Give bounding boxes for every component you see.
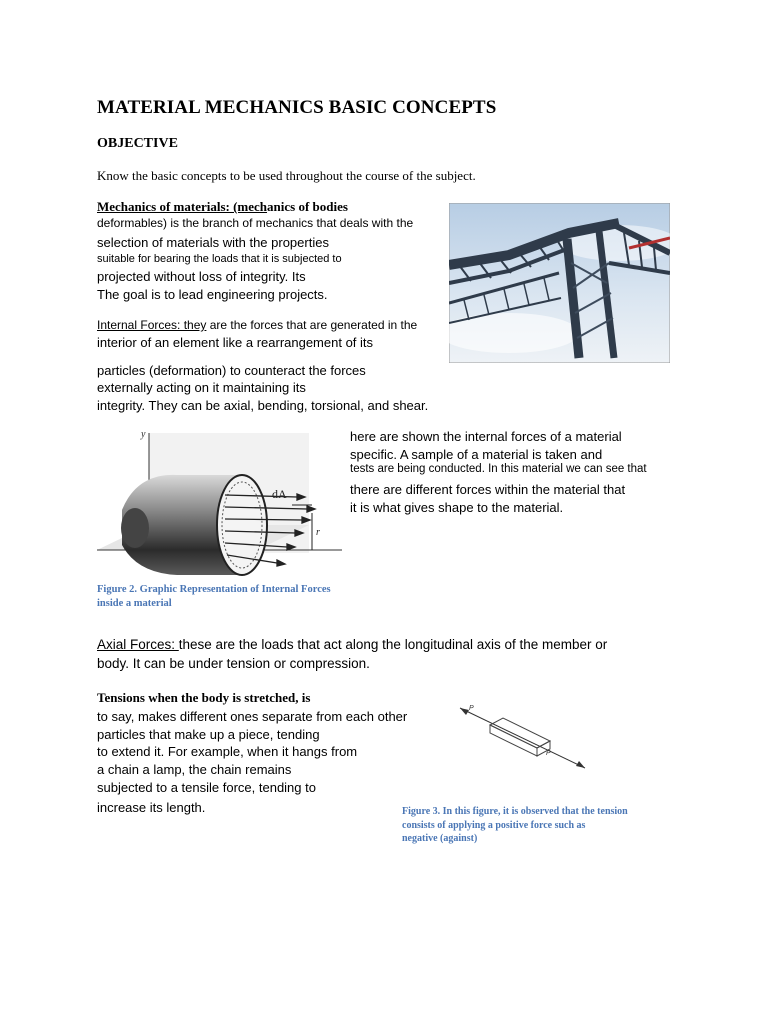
- figure2-label-r: r: [316, 527, 320, 538]
- internal-forces-line: interior of an element like a rearrangement of its: [97, 335, 374, 350]
- internal-forces-figure: [97, 425, 347, 580]
- steel-tower-photo: [449, 203, 670, 363]
- internal-forces-line: [97, 318, 417, 332]
- mechanics-heading-rest: anics of bodies: [267, 199, 348, 214]
- figure2-description-line: it is what gives shape to the material.: [350, 500, 564, 515]
- figure2-caption-line: Figure 2. Graphic Representation of Internal Forces: [97, 584, 331, 595]
- tension-bar-figure: [455, 700, 595, 780]
- axial-forces-line: [97, 637, 607, 652]
- figure2-label-y: y: [141, 429, 146, 440]
- internal-forces-line: particles (deformation) to counteract the forces: [97, 363, 366, 378]
- figure2-label-da: dA: [272, 487, 287, 501]
- mechanics-heading-underlined: Mechanics of materials: (mech: [97, 199, 268, 214]
- tension-line: a chain a lamp, the chain remains: [97, 762, 292, 777]
- axial-forces-rest: these are the loads that act along the longitudinal axis of the member or: [178, 637, 608, 652]
- tension-heading: Tensions when the body is stretched, is: [97, 690, 311, 705]
- figure3-label-p-right: P: [546, 750, 551, 757]
- tension-line: subjected to a tensile force, tending to: [97, 780, 316, 795]
- objective-text: Know the basic concepts to be used throughout the course of the subject.: [97, 168, 476, 183]
- figure3-caption-line: consists of applying a positive force such as: [402, 819, 586, 831]
- figure3-caption: [402, 805, 628, 846]
- internal-forces-line: externally acting on it maintaining its: [97, 380, 306, 395]
- internal-forces-rest: are the forces that are generated in the: [206, 318, 418, 332]
- page-title: MATERIAL MECHANICS BASIC CONCEPTS: [97, 97, 497, 118]
- figure3-caption-line: negative (against): [402, 833, 478, 844]
- mechanics-line: projected without loss of integrity. Its: [97, 269, 306, 284]
- axial-forces-line: body. It can be under tension or compression.: [97, 656, 370, 671]
- left-arrow-icon: [460, 708, 469, 715]
- tension-line: increase its length.: [97, 800, 206, 815]
- figure2-description-line: there are different forces within the material that: [350, 482, 626, 497]
- mechanics-line: selection of materials with the properties: [97, 235, 329, 250]
- tension-line: to say, makes different ones separate from each other: [97, 709, 408, 724]
- figure2-caption: [97, 583, 331, 610]
- internal-forces-label: Internal Forces: they: [97, 318, 207, 332]
- mechanics-line: suitable for bearing the loads that it is subjected to: [97, 253, 342, 265]
- tension-line: particles that make up a piece, tending: [97, 727, 320, 742]
- figure3-label-p-left: P: [469, 705, 474, 712]
- figure2-description-line: tests are being conducted. In this material we can see that: [350, 463, 647, 475]
- axial-forces-label: Axial Forces:: [97, 637, 179, 652]
- figure3-caption-line: Figure 3. In this figure, it is observed that the tension: [402, 806, 628, 817]
- internal-forces-line: integrity. They can be axial, bending, torsional, and shear.: [97, 398, 429, 413]
- mechanics-heading: [97, 199, 348, 215]
- right-arrow-icon: [576, 761, 585, 768]
- mechanics-line: deformables) is the branch of mechanics that deals with the: [97, 216, 414, 230]
- objective-heading: OBJECTIVE: [97, 136, 178, 151]
- figure2-description-line: here are shown the internal forces of a material: [350, 429, 622, 444]
- figure2-caption-line: inside a material: [97, 597, 172, 609]
- mechanics-line: The goal is to lead engineering projects.: [97, 287, 328, 302]
- tension-line: to extend it. For example, when it hangs from: [97, 744, 358, 759]
- figure2-description-line: specific. A sample of a material is taken and: [350, 447, 603, 462]
